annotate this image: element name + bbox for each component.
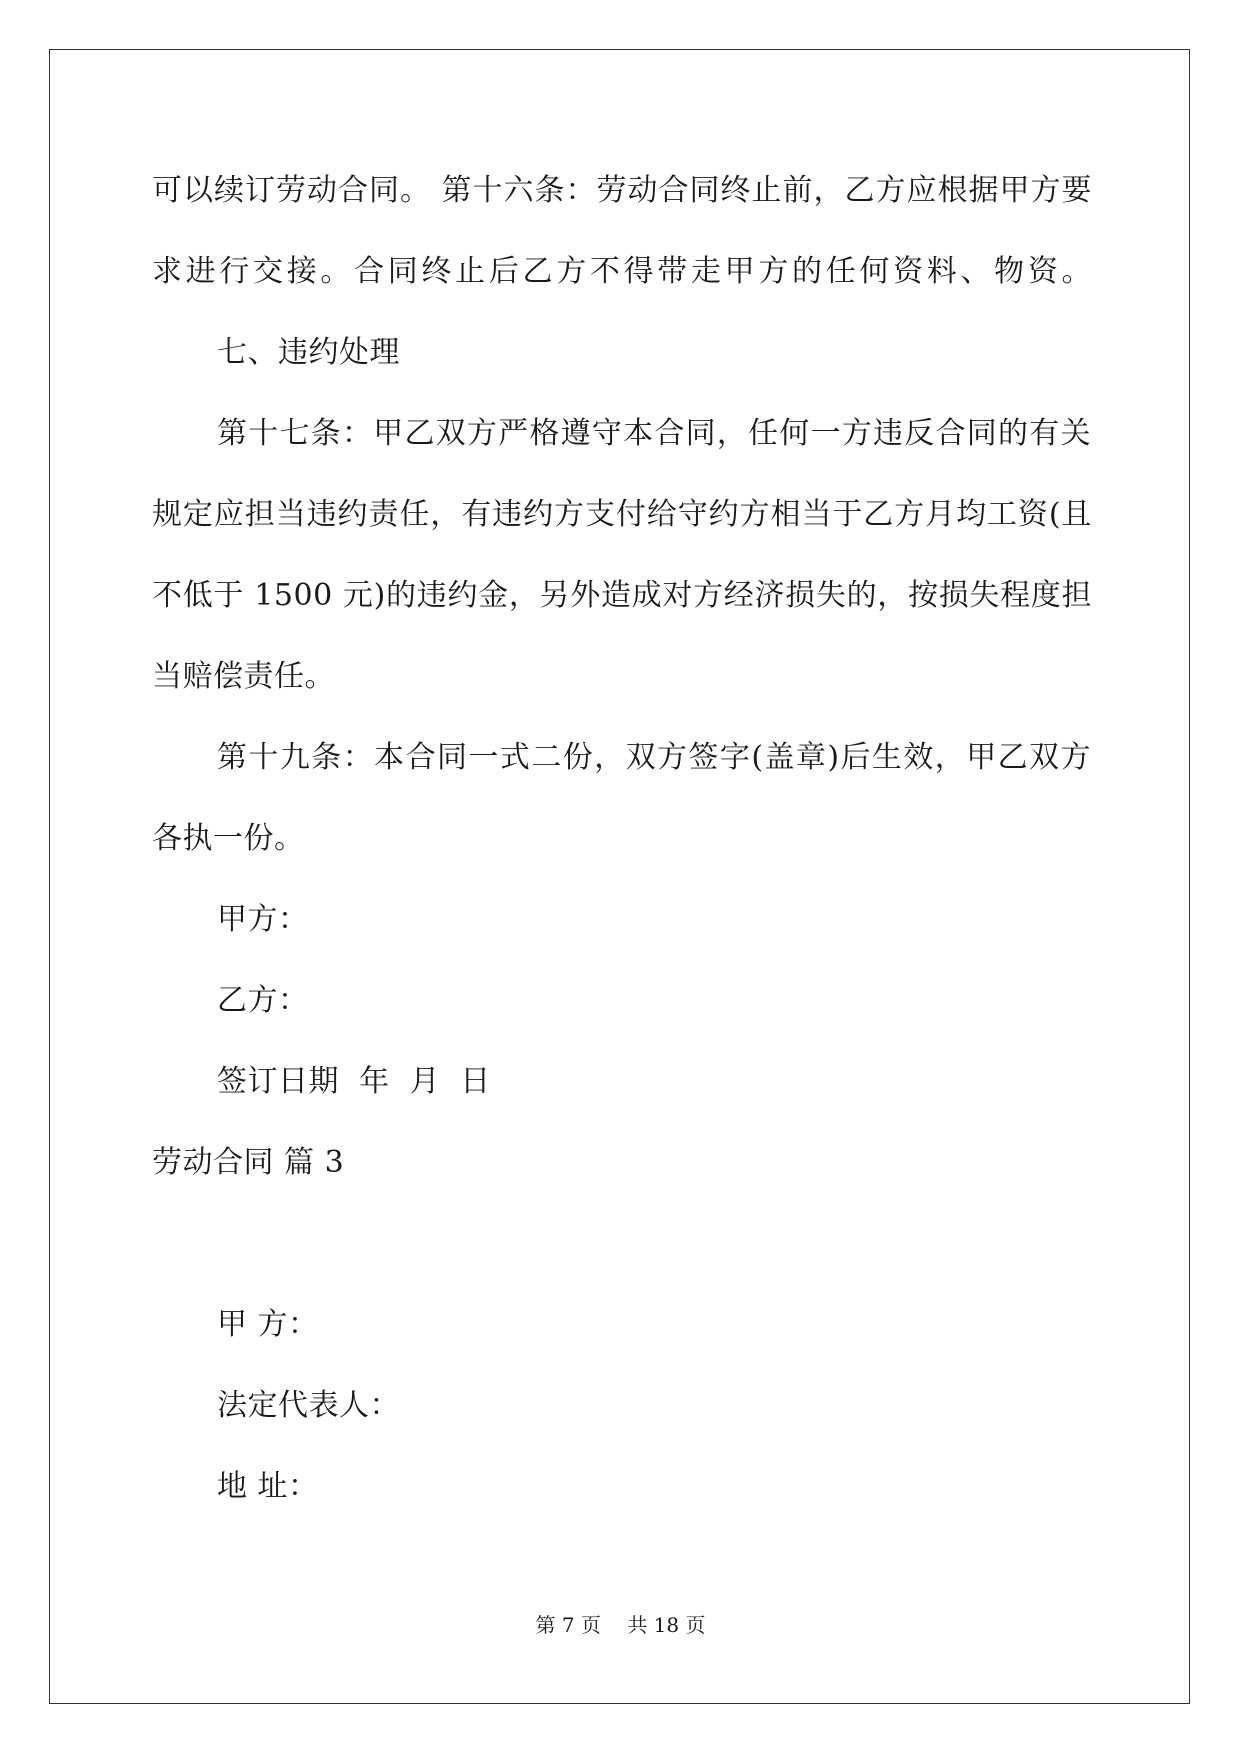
article-17-line-3: 不低于 1500 元)的违约金，另外造成对方经济损失的，按损失程度担 — [152, 578, 1092, 613]
signing-date: 签订日期 年 月 日 — [217, 1064, 491, 1099]
page-footer — [0, 1612, 1241, 1638]
page-total: 共 18 页 — [627, 1613, 706, 1637]
article-19-line-2: 各执一份。 — [152, 821, 305, 856]
party-b-label: 乙方： — [217, 983, 309, 1018]
section-heading: 七、违约处理 — [217, 335, 400, 370]
contract-heading: 劳动合同 篇 3 — [152, 1145, 345, 1180]
legal-rep-field: 法定代表人： — [217, 1388, 400, 1423]
article-17-line-4: 当赔偿责任。 — [152, 659, 335, 694]
address-field: 地 址： — [217, 1469, 319, 1504]
page-border — [49, 49, 1190, 1704]
article-17-line-2: 规定应担当违约责任，有违约方支付给守约方相当于乙方月均工资(且 — [152, 497, 1092, 532]
article-19-line-1: 第十九条：本合同一式二份，双方签字(盖章)后生效，甲乙双方 — [217, 740, 1091, 775]
party-a-label: 甲方： — [217, 902, 309, 937]
article-17-line-1: 第十七条：甲乙双方严格遵守本合同，任何一方违反合同的有关 — [217, 416, 1091, 451]
body-line-1: 可以续订劳动合同。 第十六条：劳动合同终止前，乙方应根据甲方要 — [152, 173, 1092, 208]
party-a-field: 甲 方： — [217, 1307, 319, 1342]
body-line-2: 求进行交接。合同终止后乙方不得带走甲方的任何资料、物资。 — [152, 254, 1092, 289]
page-number: 第 7 页 — [535, 1613, 601, 1637]
